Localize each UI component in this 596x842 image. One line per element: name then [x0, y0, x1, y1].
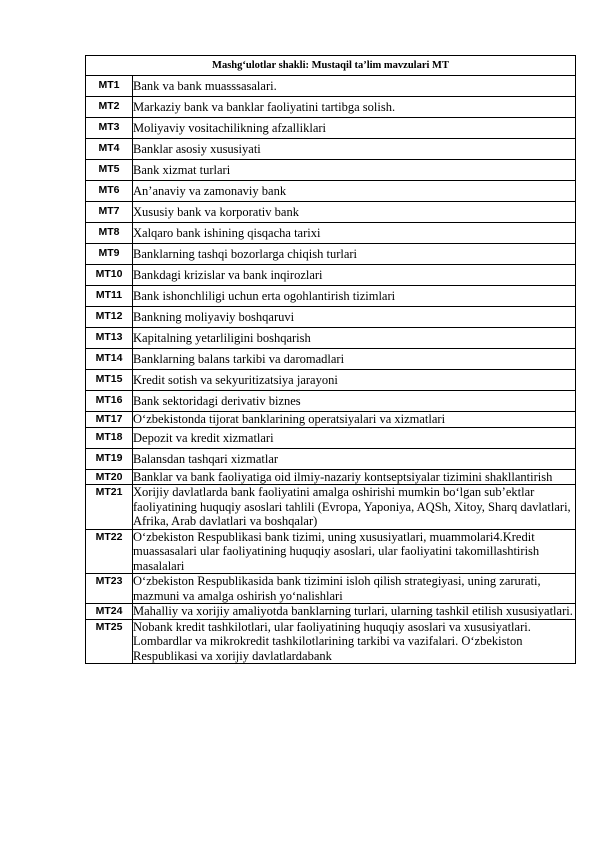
topic-title: O‘zbekistonda tijorat banklarining operatsiyalari va xizmatlari	[133, 412, 576, 428]
topic-title: Bankdagi krizislar va bank inqirozlari	[133, 265, 576, 286]
topic-title: Kapitalning yetarliligini boshqarish	[133, 328, 576, 349]
topic-title: Bankning moliyaviy boshqaruvi	[133, 307, 576, 328]
topic-code: MT5	[86, 160, 133, 181]
topic-code: MT3	[86, 118, 133, 139]
table-row	[86, 118, 576, 139]
table-row	[86, 370, 576, 391]
topic-title: Markaziy bank va banklar faoliyatini tartibga solish.	[133, 97, 576, 118]
topic-code: MT10	[86, 265, 133, 286]
table-row	[86, 76, 576, 97]
table-row	[86, 265, 576, 286]
table-row	[86, 349, 576, 370]
topic-title: Balansdan tashqari xizmatlar	[133, 448, 576, 469]
topic-code: MT24	[86, 604, 133, 620]
topic-code: MT17	[86, 412, 133, 428]
topic-code: MT14	[86, 349, 133, 370]
topic-code: MT1	[86, 76, 133, 97]
topic-code: MT21	[86, 485, 133, 530]
topic-title: Bank va bank muasssasalari.	[133, 76, 576, 97]
table-row	[86, 391, 576, 412]
table-row	[86, 244, 576, 265]
table-row	[86, 328, 576, 349]
table-row	[86, 469, 576, 485]
topic-title: Banklarning tashqi bozorlarga chiqish turlari	[133, 244, 576, 265]
topic-title: Xususiy bank va korporativ bank	[133, 202, 576, 223]
topic-code: MT9	[86, 244, 133, 265]
topic-title: Kredit sotish va sekyuritizatsiya jarayoni	[133, 370, 576, 391]
table-row	[86, 412, 576, 428]
table-row	[86, 139, 576, 160]
topic-code: MT16	[86, 391, 133, 412]
topic-title: Moliyaviy vositachilikning afzalliklari	[133, 118, 576, 139]
topic-code: MT23	[86, 574, 133, 604]
table-row	[86, 202, 576, 223]
table-row	[86, 223, 576, 244]
table-row	[86, 160, 576, 181]
topic-code: MT20	[86, 469, 133, 485]
topic-code: MT8	[86, 223, 133, 244]
topic-code: MT18	[86, 427, 133, 448]
topic-code: MT6	[86, 181, 133, 202]
topic-code: MT11	[86, 286, 133, 307]
topic-code: MT25	[86, 619, 133, 664]
topic-title: Xalqaro bank ishining qisqacha tarixi	[133, 223, 576, 244]
topic-code: MT4	[86, 139, 133, 160]
table-header-row	[86, 56, 576, 76]
topic-title: Banklar asosiy xususiyati	[133, 139, 576, 160]
topic-title: O‘zbekiston Respublikasida bank tizimini isloh qilish strategiyasi, uning zarurati, mazmuni va amalga oshirish yo‘nalishlari	[133, 574, 576, 604]
topic-code: MT7	[86, 202, 133, 223]
topic-title: Banklar va bank faoliyatiga oid ilmiy-nazariy kontseptsiyalar tizimini shakllantirish	[133, 469, 576, 485]
table-row	[86, 485, 576, 530]
topic-code: MT13	[86, 328, 133, 349]
table-row	[86, 619, 576, 664]
topic-title: Mahalliy va xorijiy amaliyotda banklarning turlari, ularning tashkil etilish xususiyatlari.	[133, 604, 576, 620]
topics-table	[85, 55, 576, 664]
table-row	[86, 181, 576, 202]
topic-title: O‘zbekiston Respublikasi bank tizimi, uning xususiyatlari, muammolari4.Kredit muassasalari ular faoliyatining huquqiy asoslari, ular faoliyatini takomillashtirish masalalari	[133, 529, 576, 574]
table-row	[86, 97, 576, 118]
topic-title: Nobank kredit tashkilotlari, ular faoliyatining huquqiy asoslari va xususiyatlari. Lombardlar va mikrokredit tashkilotlarining tarkibi va vazifalari. O‘zbekiston Respublikasi va xorijiy davlatlardabank	[133, 619, 576, 664]
table-row	[86, 286, 576, 307]
topic-title: Bank sektoridagi derivativ biznes	[133, 391, 576, 412]
table-row	[86, 427, 576, 448]
topic-title: Bank xizmat turlari	[133, 160, 576, 181]
topic-title: Bank ishonchliligi uchun erta ogohlantirish tizimlari	[133, 286, 576, 307]
table-header-title: Mashg‘ulotlar shakli: Mustaqil ta’lim mavzulari MT	[86, 56, 576, 76]
topics-table-body	[86, 56, 576, 664]
topic-code: MT19	[86, 448, 133, 469]
table-row	[86, 448, 576, 469]
table-row	[86, 529, 576, 574]
table-row	[86, 307, 576, 328]
topic-code: MT22	[86, 529, 133, 574]
topic-title: Banklarning balans tarkibi va daromadlari	[133, 349, 576, 370]
table-row	[86, 574, 576, 604]
topic-code: MT15	[86, 370, 133, 391]
topic-title: Depozit va kredit xizmatlari	[133, 427, 576, 448]
topic-code: MT2	[86, 97, 133, 118]
topic-title: Xorijiy davlatlarda bank faoliyatini amalga oshirishi mumkin bo‘lgan sub’ektlar faoliyatining huquqiy asoslari tahlili (Evropa, Yaponiya, AQSh, Xitoy, Sharq davlatlari, Afrika, Arab davlatlari va boshqalar)	[133, 485, 576, 530]
table-row	[86, 604, 576, 620]
topic-title: An’anaviy va zamonaviy bank	[133, 181, 576, 202]
topic-code: MT12	[86, 307, 133, 328]
